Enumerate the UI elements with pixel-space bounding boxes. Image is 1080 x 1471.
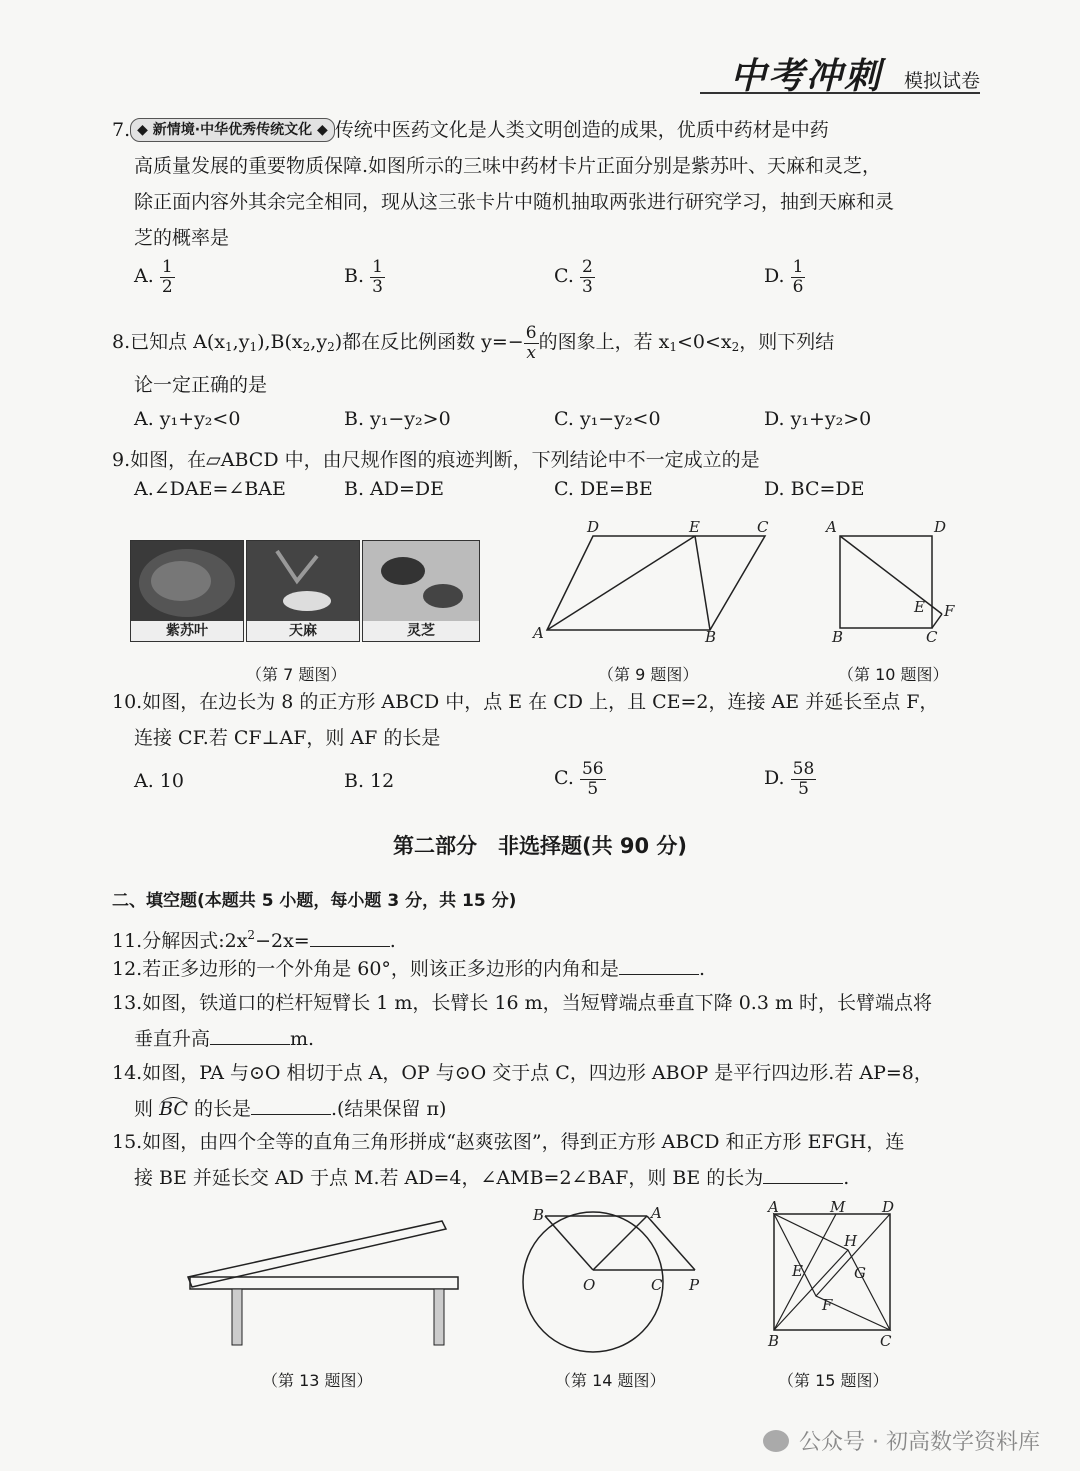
- svg-text:B: B: [832, 628, 844, 646]
- q10-options: [134, 760, 974, 798]
- svg-text:E: E: [792, 1262, 803, 1280]
- question-13: 13.如图，铁道口的栏杆短臂长 1 m，长臂长 16 m，当短臂端点垂直下降 0.3 m 时，长臂端点将 垂直升高 m.: [112, 992, 933, 1050]
- photo-perilla: 紫苏叶: [130, 540, 244, 642]
- caption-fig7: （第 7 题图）: [246, 665, 347, 684]
- arc-bc: BC: [159, 1098, 188, 1120]
- q9-option-d[interactable]: D. BC=DE: [764, 478, 865, 500]
- q8-option-c[interactable]: C. y₁−y₂<0: [554, 408, 661, 430]
- svg-text:P: P: [689, 1276, 700, 1294]
- question-7: [112, 112, 978, 256]
- svg-text:B: B: [768, 1332, 780, 1350]
- q8-options: [134, 408, 974, 430]
- svg-text:B: B: [533, 1206, 545, 1224]
- header-rule: [700, 92, 980, 94]
- q7-option-a[interactable]: A. $\frac{1}{2}$: [134, 257, 173, 297]
- svg-text:B: B: [705, 628, 717, 646]
- q13-answer-blank[interactable]: [210, 1044, 290, 1045]
- caption-fig10: （第 10 题图）: [838, 665, 949, 684]
- q8-option-d[interactable]: D. y₁+y₂>0: [764, 408, 872, 430]
- svg-text:A: A: [533, 624, 544, 642]
- question-14: 14.如图，PA 与⊙O 相切于点 A，OP 与⊙O 交于点 C，四边形 ABOP 是平行四边形.若 AP=8， 则 BC 的长是 .(结果保留 π): [112, 1062, 933, 1120]
- q9-option-a[interactable]: A.∠DAE=∠BAE: [134, 478, 286, 500]
- photo-gastrodia: 天麻: [246, 540, 360, 642]
- photo-lingzhi: 灵芝: [362, 540, 480, 642]
- question-11: 11.分解因式$:2x^2-2x=$ .: [112, 928, 396, 952]
- q12-answer-blank[interactable]: [619, 974, 699, 975]
- caption-fig9: （第 9 题图）: [598, 665, 699, 684]
- svg-text:A: A: [768, 1200, 779, 1216]
- q10-option-b[interactable]: B. 12: [344, 770, 395, 792]
- q8-option-b[interactable]: B. y₁−y₂>0: [344, 408, 451, 430]
- q10-option-a[interactable]: A. 10: [134, 770, 184, 792]
- figure-10-square: [820, 518, 970, 648]
- q7-option-b[interactable]: B. $\frac{1}{3}$: [344, 257, 383, 297]
- wechat-icon: [763, 1430, 789, 1452]
- q11-answer-blank[interactable]: [310, 946, 390, 947]
- figure-14-circle: [515, 1200, 715, 1360]
- question-10: 10.如图，在边长为 8 的正方形 ABCD 中，点 E 在 CD 上，且 CE=2，连接 AE 并延长至点 F， 连接 CF.若 CF⊥AF，则 AF 的长是: [112, 691, 939, 749]
- svg-text:G: G: [854, 1264, 866, 1282]
- svg-text:M: M: [830, 1200, 846, 1216]
- q10-option-c[interactable]: C. $\frac{56}{5}$: [554, 759, 604, 799]
- figure-9-parallelogram: [525, 518, 785, 648]
- brand-subtitle: 模拟试卷: [903, 70, 980, 92]
- q10-option-d[interactable]: D. $\frac{58}{5}$: [764, 759, 815, 799]
- q9-option-b[interactable]: B. AD=DE: [344, 478, 445, 500]
- plant-icon: [247, 541, 359, 621]
- q7-text: 传统中医药文化是人类文明创造的成果，优质中药材是中药: [334, 119, 829, 141]
- q7-text-line3: 除正面内容外其余完全相同，现从这三张卡片中随机抽取两张进行研究学习，抽到天麻和灵: [134, 191, 895, 213]
- svg-text:E: E: [689, 518, 700, 536]
- q9-option-c[interactable]: C. DE=BE: [554, 478, 653, 500]
- question-8: 8.已知点 $A(x_1,y_1),B(x_2,y_2)$都在反比例函数 y=− $\frac{6}{x}$ 的图象上，若 $x_1<0<x_2$，则下列结 论一定正确的是: [112, 322, 978, 403]
- q9-options: [134, 478, 974, 500]
- svg-text:C: C: [651, 1276, 663, 1294]
- q7-number: 7.: [112, 119, 131, 141]
- q8-option-a[interactable]: A. y₁+y₂<0: [134, 408, 241, 430]
- svg-text:F: F: [944, 602, 955, 620]
- svg-text:F: F: [822, 1296, 833, 1314]
- q7-text-line2: 高质量发展的重要物质保障.如图所示的三味中药材卡片正面分别是紫苏叶、天麻和灵芝，: [134, 155, 882, 177]
- svg-text:A: A: [826, 518, 837, 536]
- caption-fig14: （第 14 题图）: [555, 1371, 666, 1390]
- svg-text:C: C: [880, 1332, 892, 1350]
- brand-title: 中考冲刺: [729, 55, 882, 97]
- svg-text:A: A: [651, 1204, 662, 1222]
- figure-15-zhao-shuang-diagram: [760, 1200, 910, 1350]
- section-2-title: 第二部分 非选择题(共 90 分): [392, 834, 688, 858]
- question-9: 9.如图，在▱ABCD 中，由尺规作图的痕迹判断，下列结论中不一定成立的是: [112, 449, 760, 471]
- question-12: 12.若正多边形的一个外角是 60°，则该正多边形的内角和是 .: [112, 958, 705, 980]
- caption-fig15: （第 15 题图）: [778, 1371, 889, 1390]
- watermark: 公众号 · 初高数学资料库: [763, 1425, 1040, 1456]
- svg-text:D: D: [934, 518, 947, 536]
- q15-answer-blank[interactable]: [763, 1183, 843, 1184]
- svg-text:D: D: [882, 1200, 895, 1216]
- svg-text:D: D: [587, 518, 600, 536]
- q7-options: [134, 258, 974, 296]
- fill-blank-title: 二、填空题(本题共 5 小题，每小题 3 分，共 15 分): [112, 891, 517, 911]
- q7-option-c[interactable]: C. $\frac{2}{3}$: [554, 257, 593, 297]
- q8-text-line2: 论一定正确的是: [134, 374, 268, 396]
- figure-13-railway-barrier: [180, 1215, 470, 1355]
- caption-fig13: （第 13 题图）: [262, 1371, 373, 1390]
- q7-option-d[interactable]: D. $\frac{1}{6}$: [764, 257, 804, 297]
- question-15: 15.如图，由四个全等的直角三角形拼成“赵爽弦图”，得到正方形 ABCD 和正方形 EFGH，连 接 BE 并延长交 AD 于点 M.若 AD=4，∠AMB=2∠BAF，则 BE 的长为 .: [112, 1131, 905, 1189]
- svg-text:C: C: [926, 628, 938, 646]
- q7-context-tag: ◆ 新情境·中华优秀传统文化 ◆: [130, 118, 335, 142]
- leaf-icon: [131, 541, 243, 621]
- svg-text:E: E: [914, 598, 925, 616]
- q7-text-line4: 芝的概率是: [134, 227, 230, 249]
- mushroom-icon: [363, 541, 479, 621]
- svg-text:H: H: [844, 1232, 858, 1250]
- svg-text:O: O: [583, 1276, 596, 1294]
- q14-answer-blank[interactable]: [251, 1114, 331, 1115]
- svg-text:C: C: [757, 518, 769, 536]
